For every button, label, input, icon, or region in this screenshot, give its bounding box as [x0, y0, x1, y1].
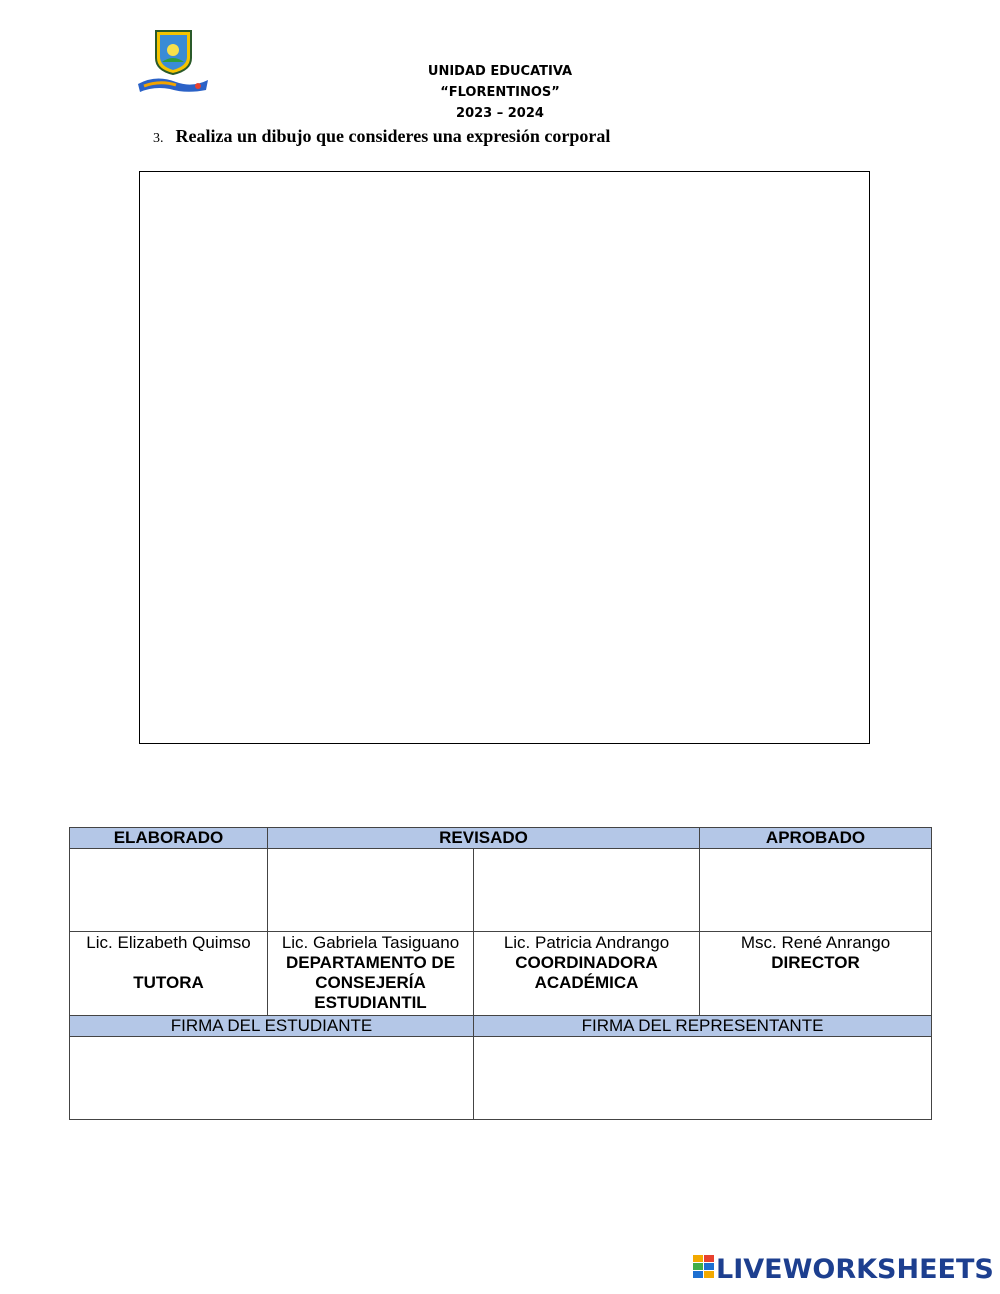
signature-cell-director[interactable]	[700, 849, 932, 932]
firma-representante-label: FIRMA DEL REPRESENTANTE	[474, 1016, 932, 1037]
firma-estudiante-cell[interactable]	[70, 1037, 474, 1120]
header-elaborado: ELABORADO	[70, 828, 268, 849]
firma-representante-cell[interactable]	[474, 1037, 932, 1120]
school-name: “FLORENTINOS”	[440, 85, 560, 100]
school-header	[0, 61, 1000, 124]
signer-name: Lic. Elizabeth Quimso	[86, 933, 251, 952]
signer-name: Msc. René Anrango	[740, 933, 891, 952]
question-text: Realiza un dibujo que consideres una expresión corporal	[175, 126, 611, 146]
firma-estudiante-label: FIRMA DEL ESTUDIANTE	[70, 1016, 474, 1037]
signer-cell	[70, 932, 268, 1016]
signer-name: Lic. Gabriela Tasiguano	[281, 933, 460, 952]
drawing-area[interactable]	[139, 171, 870, 744]
school-year: 2023 – 2024	[456, 106, 544, 121]
liveworksheets-wordmark: LIVEWORKSHEETS	[716, 1253, 994, 1285]
header-aprobado: APROBADO	[700, 828, 932, 849]
liveworksheets-logo-icon	[692, 1254, 716, 1285]
signature-table	[69, 827, 932, 1120]
signer-role: COORDINADORA ACADÉMICA	[515, 953, 658, 992]
signature-cell-tutora[interactable]	[70, 849, 268, 932]
liveworksheets-brand[interactable]	[692, 1254, 994, 1284]
signer-cell	[700, 932, 932, 1016]
signer-role: DEPARTAMENTO DE CONSEJERÍA ESTUDIANTIL	[285, 953, 456, 1012]
signer-cell	[474, 932, 700, 1016]
signer-cell	[268, 932, 474, 1016]
signer-role: TUTORA	[133, 973, 204, 992]
header-revisado: REVISADO	[268, 828, 700, 849]
signer-name: Lic. Patricia Andrango	[503, 933, 670, 952]
signer-role: DIRECTOR	[771, 953, 860, 972]
question	[153, 126, 610, 147]
school-type: UNIDAD EDUCATIVA	[427, 64, 573, 79]
question-number: 3.	[153, 131, 164, 146]
signature-cell-dece[interactable]	[268, 849, 474, 932]
signature-cell-coordinadora[interactable]	[474, 849, 700, 932]
